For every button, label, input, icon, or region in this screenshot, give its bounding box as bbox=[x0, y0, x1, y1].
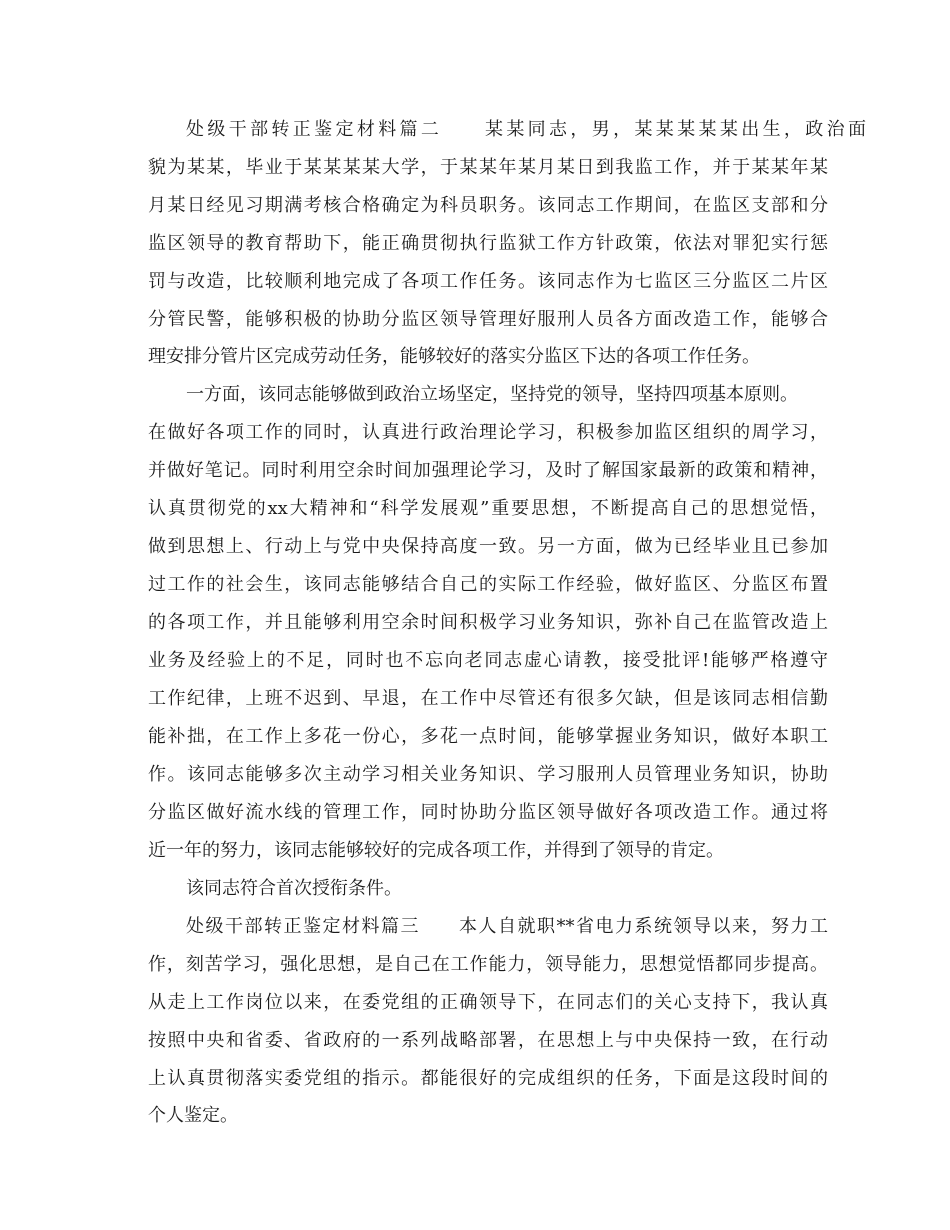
text-line: 罚与改造，比较顺利地完成了各项工作任务。该同志作为七监区三分监区二片区 bbox=[148, 271, 828, 292]
text-line: 分监区做好流水线的管理工作，同时协助分监区领导做好各项改造工作。通过将 bbox=[148, 802, 828, 823]
text-line: 能补拙，在工作上多花一份心，多花一点时间，能够掌握业务知识，做好本职工 bbox=[148, 726, 828, 747]
text-line: 并做好笔记。同时利用空余时间加强理论学习，及时了解国家最新的政策和精神， bbox=[148, 460, 828, 481]
text-line: 认真贯彻党的xx大精神和“科学发展观”重要思想，不断提高自己的思想觉悟， bbox=[148, 498, 828, 519]
text-line: 分管民警，能够积极的协助分监区领导管理好服刑人员各方面改造工作，能够合 bbox=[148, 309, 828, 330]
text-line: 过工作的社会生，该同志能够结合自己的实际工作经验，做好监区、分监区布置 bbox=[148, 574, 828, 595]
text-line: 从走上工作岗位以来，在委党组的正确领导下，在同志们的关心支持下，我认真 bbox=[148, 992, 828, 1013]
text-line: 该同志符合首次授衔条件。 bbox=[186, 878, 402, 899]
text-line: 貌为某某，毕业于某某某某大学，于某某年某月某日到我监工作，并于某某年某 bbox=[148, 157, 828, 178]
text-line: 监区领导的教育帮助下，能正确贯彻执行监狱工作方针政策，依法对罪犯实行惩 bbox=[148, 233, 828, 254]
text-line: 处级干部转正鉴定材料篇二 某某同志，男，某某某某某出生，政治面 bbox=[186, 119, 866, 140]
text-line: 在做好各项工作的同时，认真进行政治理论学习，积极参加监区组织的周学习， bbox=[148, 422, 828, 443]
text-line: 个人鉴定。 bbox=[148, 1105, 238, 1126]
text-line: 作，刻苦学习，强化思想，是自己在工作能力，领导能力，思想觉悟都同步提高。 bbox=[148, 954, 828, 975]
text-line: 一方面，该同志能够做到政治立场坚定，坚持党的领导，坚持四项基本原则。 bbox=[186, 384, 798, 405]
text-line: 处级干部转正鉴定材料篇三 本人自就职**省电力系统领导以来，努力工 bbox=[186, 916, 828, 937]
text-line: 理安排分管片区完成劳动任务，能够较好的落实分监区下达的各项工作任务。 bbox=[148, 346, 760, 367]
text-line: 近一年的努力，该同志能够较好的完成各项工作，并得到了领导的肯定。 bbox=[148, 840, 724, 861]
text-line: 业务及经验上的不足，同时也不忘向老同志虚心请教，接受批评!能够严格遵守 bbox=[148, 650, 828, 671]
text-line: 月某日经见习期满考核合格确定为科员职务。该同志工作期间，在监区支部和分 bbox=[148, 195, 828, 216]
text-line: 上认真贯彻落实委党组的指示。都能很好的完成组织的任务，下面是这段时间的 bbox=[148, 1068, 828, 1089]
text-line: 按照中央和省委、省政府的一系列战略部署，在思想上与中央保持一致，在行动 bbox=[148, 1030, 828, 1051]
text-line: 工作纪律，上班不迟到、早退，在工作中尽管还有很多欠缺，但是该同志相信勤 bbox=[148, 688, 828, 709]
text-line: 作。该同志能够多次主动学习相关业务知识、学习服刑人员管理业务知识，协助 bbox=[148, 764, 828, 785]
text-line: 的各项工作，并且能够利用空余时间积极学习业务知识，弥补自己在监管改造上 bbox=[148, 612, 828, 633]
text-line: 做到思想上、行动上与党中央保持高度一致。另一方面，做为已经毕业且已参加 bbox=[148, 536, 828, 557]
